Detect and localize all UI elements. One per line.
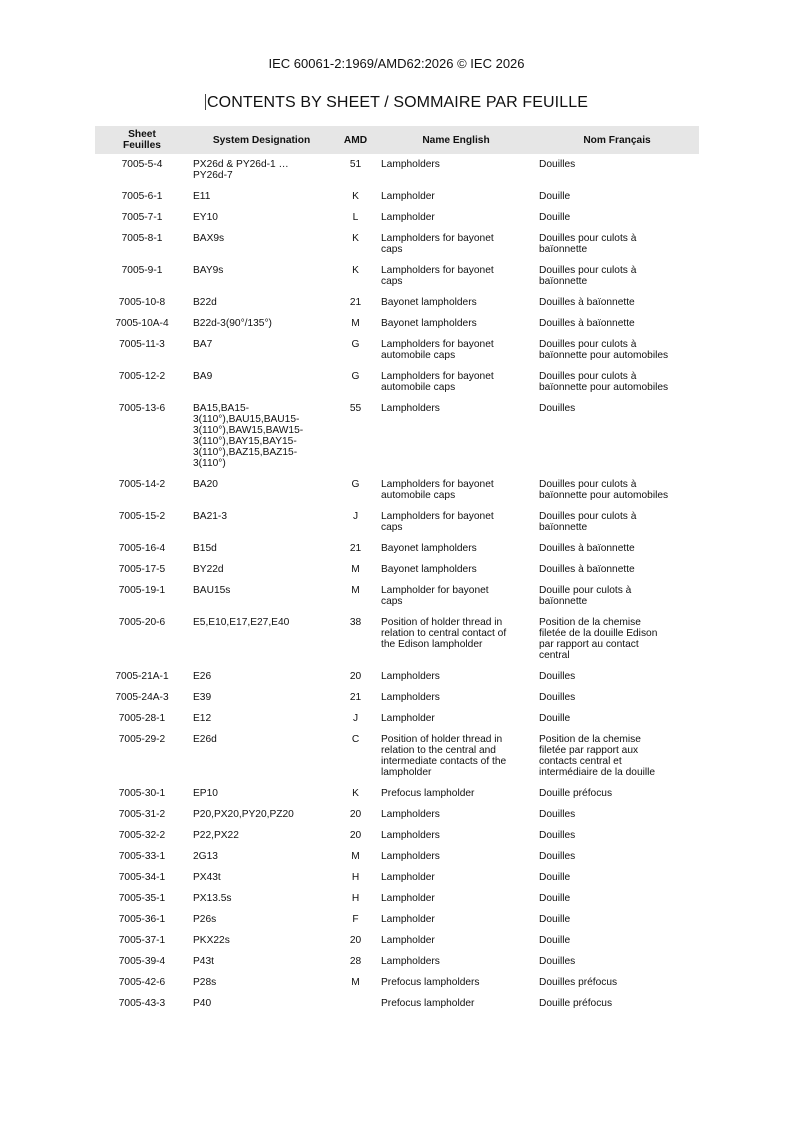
cell-name-english: Lampholder: [381, 914, 435, 925]
table-row: [95, 398, 699, 474]
cell-sheet: 7005-43-3: [118, 998, 166, 1009]
cell-amd: K: [352, 233, 359, 244]
cell-name-english: Lampholder: [381, 935, 435, 946]
cell-amd: G: [351, 371, 360, 382]
cell-system: E26: [193, 671, 212, 682]
cell-name-english: Position of holder thread in relation to central contact of the Edison lampholder: [381, 617, 507, 650]
cell-amd: 20: [349, 809, 362, 820]
cell-system: P28s: [193, 977, 217, 988]
cell-amd: G: [351, 479, 360, 490]
cell-nom-francais: Douilles: [539, 159, 576, 170]
cell-name-english: Lampholders: [381, 830, 440, 841]
cell-nom-francais: Douilles: [539, 809, 576, 820]
cell-sheet: 7005-15-2: [118, 511, 166, 522]
cell-amd: 21: [349, 692, 362, 703]
cell-nom-francais: Douille: [539, 191, 571, 202]
col-header-amd: AMD: [334, 126, 377, 154]
cell-amd: 38: [349, 617, 362, 628]
cell-name-english: Lampholders for bayonet automobile caps: [381, 479, 494, 501]
cell-nom-francais: Douilles: [539, 403, 576, 414]
cell-sheet: 7005-42-6: [118, 977, 166, 988]
cell-system: E5,E10,E17,E27,E40: [193, 617, 290, 628]
cell-nom-francais: Douille: [539, 893, 571, 904]
cell-name-english: Lampholder: [381, 893, 435, 904]
cell-name-english: Lampholder: [381, 191, 435, 202]
contents-table: [95, 126, 699, 1014]
cell-sheet: 7005-24A-3: [115, 692, 169, 703]
cell-name-english: Bayonet lampholders: [381, 564, 477, 575]
cell-sheet: 7005-9-1: [121, 265, 163, 276]
cell-amd: H: [351, 893, 360, 904]
cell-amd: J: [352, 511, 359, 522]
col-header-system: System Designation: [189, 126, 334, 154]
table-row: [95, 729, 699, 783]
cell-amd: 51: [349, 159, 362, 170]
cell-system: BA9: [193, 371, 213, 382]
page-title: CONTENTS BY SHEET / SOMMAIRE PAR FEUILLE: [207, 94, 588, 111]
cell-system: B22d-3(90°/135°): [193, 318, 272, 329]
cell-nom-francais: Douille: [539, 872, 571, 883]
cell-name-english: Lampholders: [381, 692, 440, 703]
cell-system: E12: [193, 713, 212, 724]
cell-system: BAY9s: [193, 265, 224, 276]
cell-amd: F: [352, 914, 359, 925]
table-row: [95, 474, 699, 506]
cell-name-english: Prefocus lampholder: [381, 788, 475, 799]
cell-sheet: 7005-10-8: [118, 297, 166, 308]
cell-nom-francais: Douilles à baïonnette: [539, 564, 635, 575]
text-cursor: [205, 94, 206, 110]
table-body: [95, 154, 699, 1014]
table-row: [95, 972, 699, 993]
cell-amd: 20: [349, 671, 362, 682]
cell-nom-francais: Douille pour culots à baïonnette: [539, 585, 632, 607]
cell-amd: L: [352, 212, 359, 223]
cell-system: BA20: [193, 479, 218, 490]
cell-name-english: Lampholders: [381, 159, 440, 170]
table-row: [95, 708, 699, 729]
table-row: [95, 228, 699, 260]
table-row: [95, 580, 699, 612]
cell-system: EP10: [193, 788, 218, 799]
cell-nom-francais: Douilles: [539, 692, 576, 703]
cell-sheet: 7005-35-1: [118, 893, 166, 904]
cell-system: BAX9s: [193, 233, 225, 244]
table-row: [95, 909, 699, 930]
table-row: [95, 846, 699, 867]
cell-sheet: 7005-33-1: [118, 851, 166, 862]
cell-name-english: Lampholder for bayonet caps: [381, 585, 489, 607]
table-row: [95, 207, 699, 228]
cell-name-english: Lampholders for bayonet caps: [381, 233, 494, 255]
cell-sheet: 7005-19-1: [118, 585, 166, 596]
cell-nom-francais: Douilles: [539, 851, 576, 862]
table-row: [95, 292, 699, 313]
cell-nom-francais: Position de la chemise filetée par rapport aux contacts central et intermédiaire de la douille: [539, 734, 656, 778]
cell-name-english: Lampholder: [381, 872, 435, 883]
cell-name-english: Lampholders: [381, 956, 440, 967]
cell-system: B22d: [193, 297, 217, 308]
cell-sheet: 7005-8-1: [121, 233, 163, 244]
cell-name-english: Lampholder: [381, 212, 435, 223]
cell-sheet: 7005-11-3: [119, 339, 165, 350]
cell-amd: C: [351, 734, 360, 745]
cell-name-english: Lampholders for bayonet automobile caps: [381, 371, 494, 393]
page-title-wrap: [0, 94, 793, 112]
table-row: [95, 783, 699, 804]
cell-amd: M: [351, 851, 360, 862]
cell-amd: M: [351, 318, 360, 329]
cell-amd: M: [351, 564, 360, 575]
cell-nom-francais: Douilles pour culots à baïonnette pour automobiles: [539, 371, 669, 393]
cell-sheet: 7005-16-4: [118, 543, 166, 554]
cell-name-english: Prefocus lampholders: [381, 977, 480, 988]
table-row: [95, 951, 699, 972]
table-row: [95, 612, 699, 666]
table-row: [95, 559, 699, 580]
cell-nom-francais: Douilles pour culots à baïonnette: [539, 233, 637, 255]
cell-amd: 21: [349, 543, 362, 554]
cell-sheet: 7005-36-1: [118, 914, 166, 925]
table-row: [95, 804, 699, 825]
table-row: [95, 825, 699, 846]
cell-sheet: 7005-39-4: [118, 956, 166, 967]
cell-name-english: Lampholders: [381, 851, 440, 862]
cell-nom-francais: Douilles: [539, 830, 576, 841]
cell-nom-francais: Douille préfocus: [539, 788, 613, 799]
cell-name-english: Bayonet lampholders: [381, 297, 477, 308]
cell-sheet: 7005-32-2: [118, 830, 166, 841]
table-row: [95, 666, 699, 687]
cell-system: E11: [193, 191, 211, 202]
cell-name-english: Position of holder thread in relation to the central and intermediate contacts of the lampholder: [381, 734, 507, 778]
cell-amd: K: [352, 788, 359, 799]
cell-nom-francais: Douille: [539, 914, 571, 925]
cell-system: P43t: [193, 956, 214, 967]
cell-sheet: 7005-28-1: [118, 713, 166, 724]
cell-nom-francais: Douilles pour culots à baïonnette pour automobiles: [539, 479, 669, 501]
cell-sheet: 7005-31-2: [118, 809, 166, 820]
cell-nom-francais: Douilles: [539, 671, 576, 682]
cell-amd: 28: [349, 956, 362, 967]
cell-sheet: 7005-30-1: [118, 788, 166, 799]
cell-name-english: Lampholders for bayonet caps: [381, 511, 494, 533]
cell-system: PX13.5s: [193, 893, 232, 904]
cell-system: P40: [193, 998, 212, 1009]
cell-system: B15d: [193, 543, 217, 554]
cell-name-english: Lampholder: [381, 713, 435, 724]
cell-system: PKX22s: [193, 935, 230, 946]
table-row: [95, 993, 699, 1014]
cell-name-english: Lampholders: [381, 809, 440, 820]
cell-nom-francais: Position de la chemise filetée de la douille Edison par rapport au contact central: [539, 617, 658, 661]
cell-sheet: 7005-12-2: [118, 371, 166, 382]
table-row: [95, 930, 699, 951]
cell-nom-francais: Douilles à baïonnette: [539, 543, 635, 554]
cell-sheet: 7005-14-2: [118, 479, 166, 490]
cell-amd: 55: [349, 403, 362, 414]
cell-amd: J: [352, 713, 359, 724]
cell-nom-francais: Douille préfocus: [539, 998, 613, 1009]
cell-amd: [334, 993, 377, 1014]
cell-system: 2G13: [193, 851, 218, 862]
cell-name-english: Lampholders: [381, 403, 440, 414]
document-header: IEC 60061-2:1969/AMD62:2026 © IEC 2026: [268, 56, 525, 71]
table-row: [95, 506, 699, 538]
cell-sheet: 7005-21A-1: [115, 671, 169, 682]
cell-amd: M: [351, 585, 360, 596]
cell-system: BAU15s: [193, 585, 231, 596]
cell-amd: G: [351, 339, 360, 350]
col-header-nom-francais: Nom Français: [535, 126, 699, 154]
table-row: [95, 186, 699, 207]
cell-sheet: 7005-10A-4: [115, 318, 169, 329]
cell-name-english: Prefocus lampholder: [381, 998, 475, 1009]
table-row: [95, 154, 699, 186]
table-row: [95, 867, 699, 888]
cell-sheet: 7005-17-5: [118, 564, 166, 575]
cell-nom-francais: Douille: [539, 212, 571, 223]
cell-name-english: Lampholders: [381, 671, 440, 682]
cell-sheet: 7005-7-1: [121, 212, 163, 223]
table-row: [95, 260, 699, 292]
cell-system: P20,PX20,PY20,PZ20: [193, 809, 294, 820]
cell-sheet: 7005-13-6: [118, 403, 166, 414]
cell-system: BA7: [193, 339, 213, 350]
cell-system: BY22d: [193, 564, 224, 575]
cell-nom-francais: Douilles pour culots à baïonnette pour automobiles: [539, 339, 669, 361]
cell-nom-francais: Douilles: [539, 956, 576, 967]
cell-sheet: 7005-34-1: [118, 872, 166, 883]
cell-sheet: 7005-20-6: [118, 617, 166, 628]
table-header: [95, 126, 699, 154]
cell-amd: 21: [349, 297, 362, 308]
cell-system: EY10: [193, 212, 218, 223]
cell-nom-francais: Douille: [539, 713, 571, 724]
cell-amd: 20: [349, 830, 362, 841]
col-header-name-english: Name English: [377, 126, 535, 154]
cell-name-english: Bayonet lampholders: [381, 543, 477, 554]
table-row: [95, 687, 699, 708]
cell-nom-francais: Douilles préfocus: [539, 977, 618, 988]
cell-system: PX26d & PY26d-1 … PY26d-7: [193, 159, 289, 181]
col-header-sheet: Sheet Feuilles: [95, 126, 189, 154]
cell-name-english: Lampholders for bayonet automobile caps: [381, 339, 494, 361]
cell-system: BA21-3: [193, 511, 227, 522]
cell-nom-francais: Douilles à baïonnette: [539, 318, 635, 329]
cell-system: PX43t: [193, 872, 221, 883]
cell-system: P26s: [193, 914, 217, 925]
cell-sheet: 7005-37-1: [118, 935, 166, 946]
cell-system: BA15,BA15- 3(110°),BAU15,BAU15- 3(110°),BAW15,BAW15- 3(110°),BAY15,BAY15- 3(110°),BAZ15,BAZ15- 3(110°): [193, 403, 304, 469]
cell-system: E26d: [193, 734, 217, 745]
table-row: [95, 538, 699, 559]
cell-name-english: Bayonet lampholders: [381, 318, 477, 329]
cell-system: P22,PX22: [193, 830, 239, 841]
table-row: [95, 334, 699, 366]
cell-nom-francais: Douilles pour culots à baïonnette: [539, 511, 637, 533]
cell-nom-francais: Douilles à baïonnette: [539, 297, 635, 308]
cell-sheet: 7005-5-4: [121, 159, 163, 170]
table-row: [95, 366, 699, 398]
table-row: [95, 888, 699, 909]
cell-amd: M: [351, 977, 360, 988]
cell-amd: 20: [349, 935, 362, 946]
cell-system: E39: [193, 692, 212, 703]
cell-sheet: 7005-6-1: [121, 191, 163, 202]
cell-name-english: Lampholders for bayonet caps: [381, 265, 494, 287]
cell-amd: K: [352, 265, 359, 276]
cell-nom-francais: Douilles pour culots à baïonnette: [539, 265, 637, 287]
cell-amd: H: [351, 872, 360, 883]
cell-amd: K: [352, 191, 359, 202]
cell-sheet: 7005-29-2: [118, 734, 166, 745]
table-row: [95, 313, 699, 334]
cell-nom-francais: Douille: [539, 935, 571, 946]
